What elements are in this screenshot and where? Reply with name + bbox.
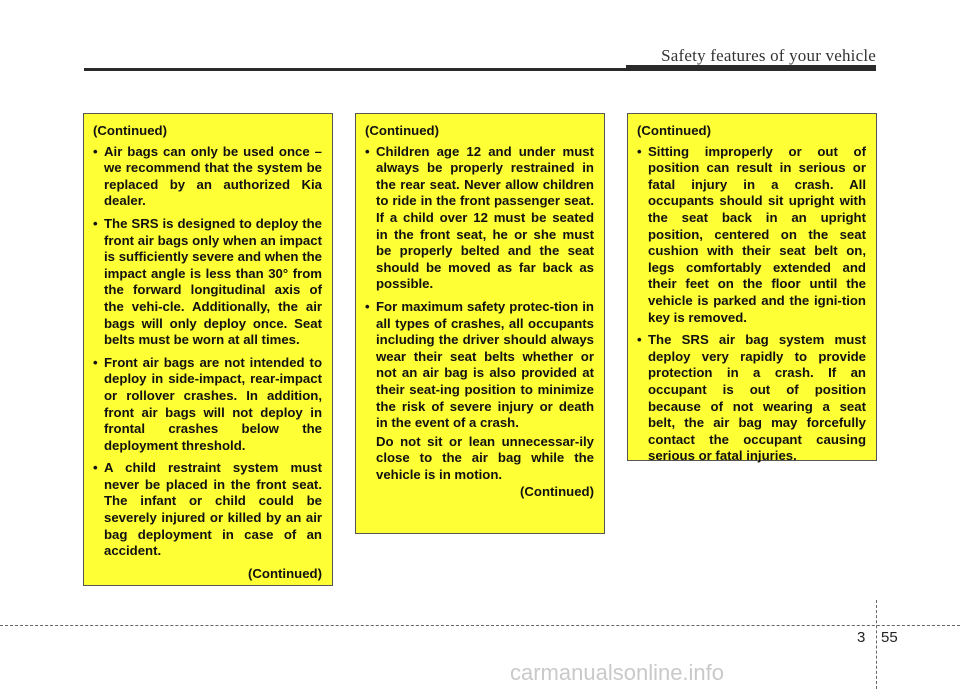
bullet-item <box>365 299 594 432</box>
bullet-item <box>93 144 322 210</box>
bullet-icon: • <box>637 332 642 348</box>
bullet-text: Children age 12 and under must always be properly restrained in the rear seat. Never allow children to ride in the front passenger seat. If a child over 12 must be seated in the front seat, he or she must be properly belted and the seat should be moved as far back as possible. <box>376 143 594 292</box>
warning-box-1 <box>83 113 333 586</box>
continued-label-top: (Continued) <box>637 123 711 138</box>
continued-label-top: (Continued) <box>365 123 439 138</box>
continued-label-top: (Continued) <box>93 123 167 138</box>
continued-label-bottom: (Continued) <box>248 565 322 581</box>
footer-rule <box>0 625 960 626</box>
page-number: 55 <box>881 629 898 646</box>
bullet-item <box>637 332 866 465</box>
warning-box-3 <box>627 113 877 464</box>
continued-label-bottom: (Continued) <box>520 484 594 500</box>
bullet-item <box>637 144 866 327</box>
extra-paragraph: Do not sit or lean unnecessar-ily close to the air bag while the vehicle is in motion. <box>376 433 594 482</box>
bullet-item <box>93 355 322 455</box>
bullet-text: Air bags can only be used once – we recommend that the system be replaced by an authorized Kia dealer. <box>104 143 322 209</box>
bullet-item <box>93 216 322 349</box>
header-rule-tab <box>626 65 876 70</box>
footer-divider <box>876 600 877 689</box>
bullet-icon: • <box>365 143 370 159</box>
bullet-icon: • <box>637 143 642 159</box>
bullet-icon: • <box>93 460 98 476</box>
bullet-icon: • <box>93 215 98 231</box>
bullet-item <box>93 460 322 560</box>
bullet-text: A child restraint system must never be placed in the front seat. The infant or child could be severely injured or killed by an air bag deployment in case of an accident. <box>104 460 322 559</box>
chapter-number: 3 <box>857 629 866 646</box>
bullet-icon: • <box>365 298 370 314</box>
bullet-text: The SRS is designed to deploy the front air bags only when an impact is sufficiently severe and when the impact angle is less than 30° from the forward longitudinal axis of the vehi-cle. Additionally, the air bags will only deploy once. Seat belts must be worn at all times. <box>104 215 322 348</box>
bullet-text: Sitting improperly or out of position can result in serious or fatal injury in a crash. All occupants should sit upright with the seat back in an upright position, centered on the seat cushion with their seat belt on, legs comfortably extended and their feet on the floor until the vehicle is parked and the igni-tion key is removed. <box>648 143 866 325</box>
watermark-text: carmanualsonline.info <box>510 660 725 685</box>
bullet-item <box>365 144 594 293</box>
bullet-text: For maximum safety protec-tion in all types of crashes, all occupants including the driver should always wear their seat belts whether or not an air bag is also provided at their seat-ing position to minimize the risk of severe injury or death in the event of a crash. <box>376 298 594 431</box>
bullet-text: The SRS air bag system must deploy very rapidly to provide protection in a crash. If an occupant is out of position because of not wearing a seat belt, the air bag may forcefully contact the occupant causing serious or fatal injuries. <box>648 332 866 464</box>
bullet-text: Front air bags are not intended to deploy in side-impact, rear-impact or rollover crashes. In addition, front air bags will not deploy in frontal crashes below the deployment threshold. <box>104 354 322 453</box>
bullet-icon: • <box>93 143 98 159</box>
warning-box-2 <box>355 113 605 534</box>
page-header-title: Safety features of your vehicle <box>661 46 876 65</box>
bullet-icon: • <box>93 354 98 370</box>
